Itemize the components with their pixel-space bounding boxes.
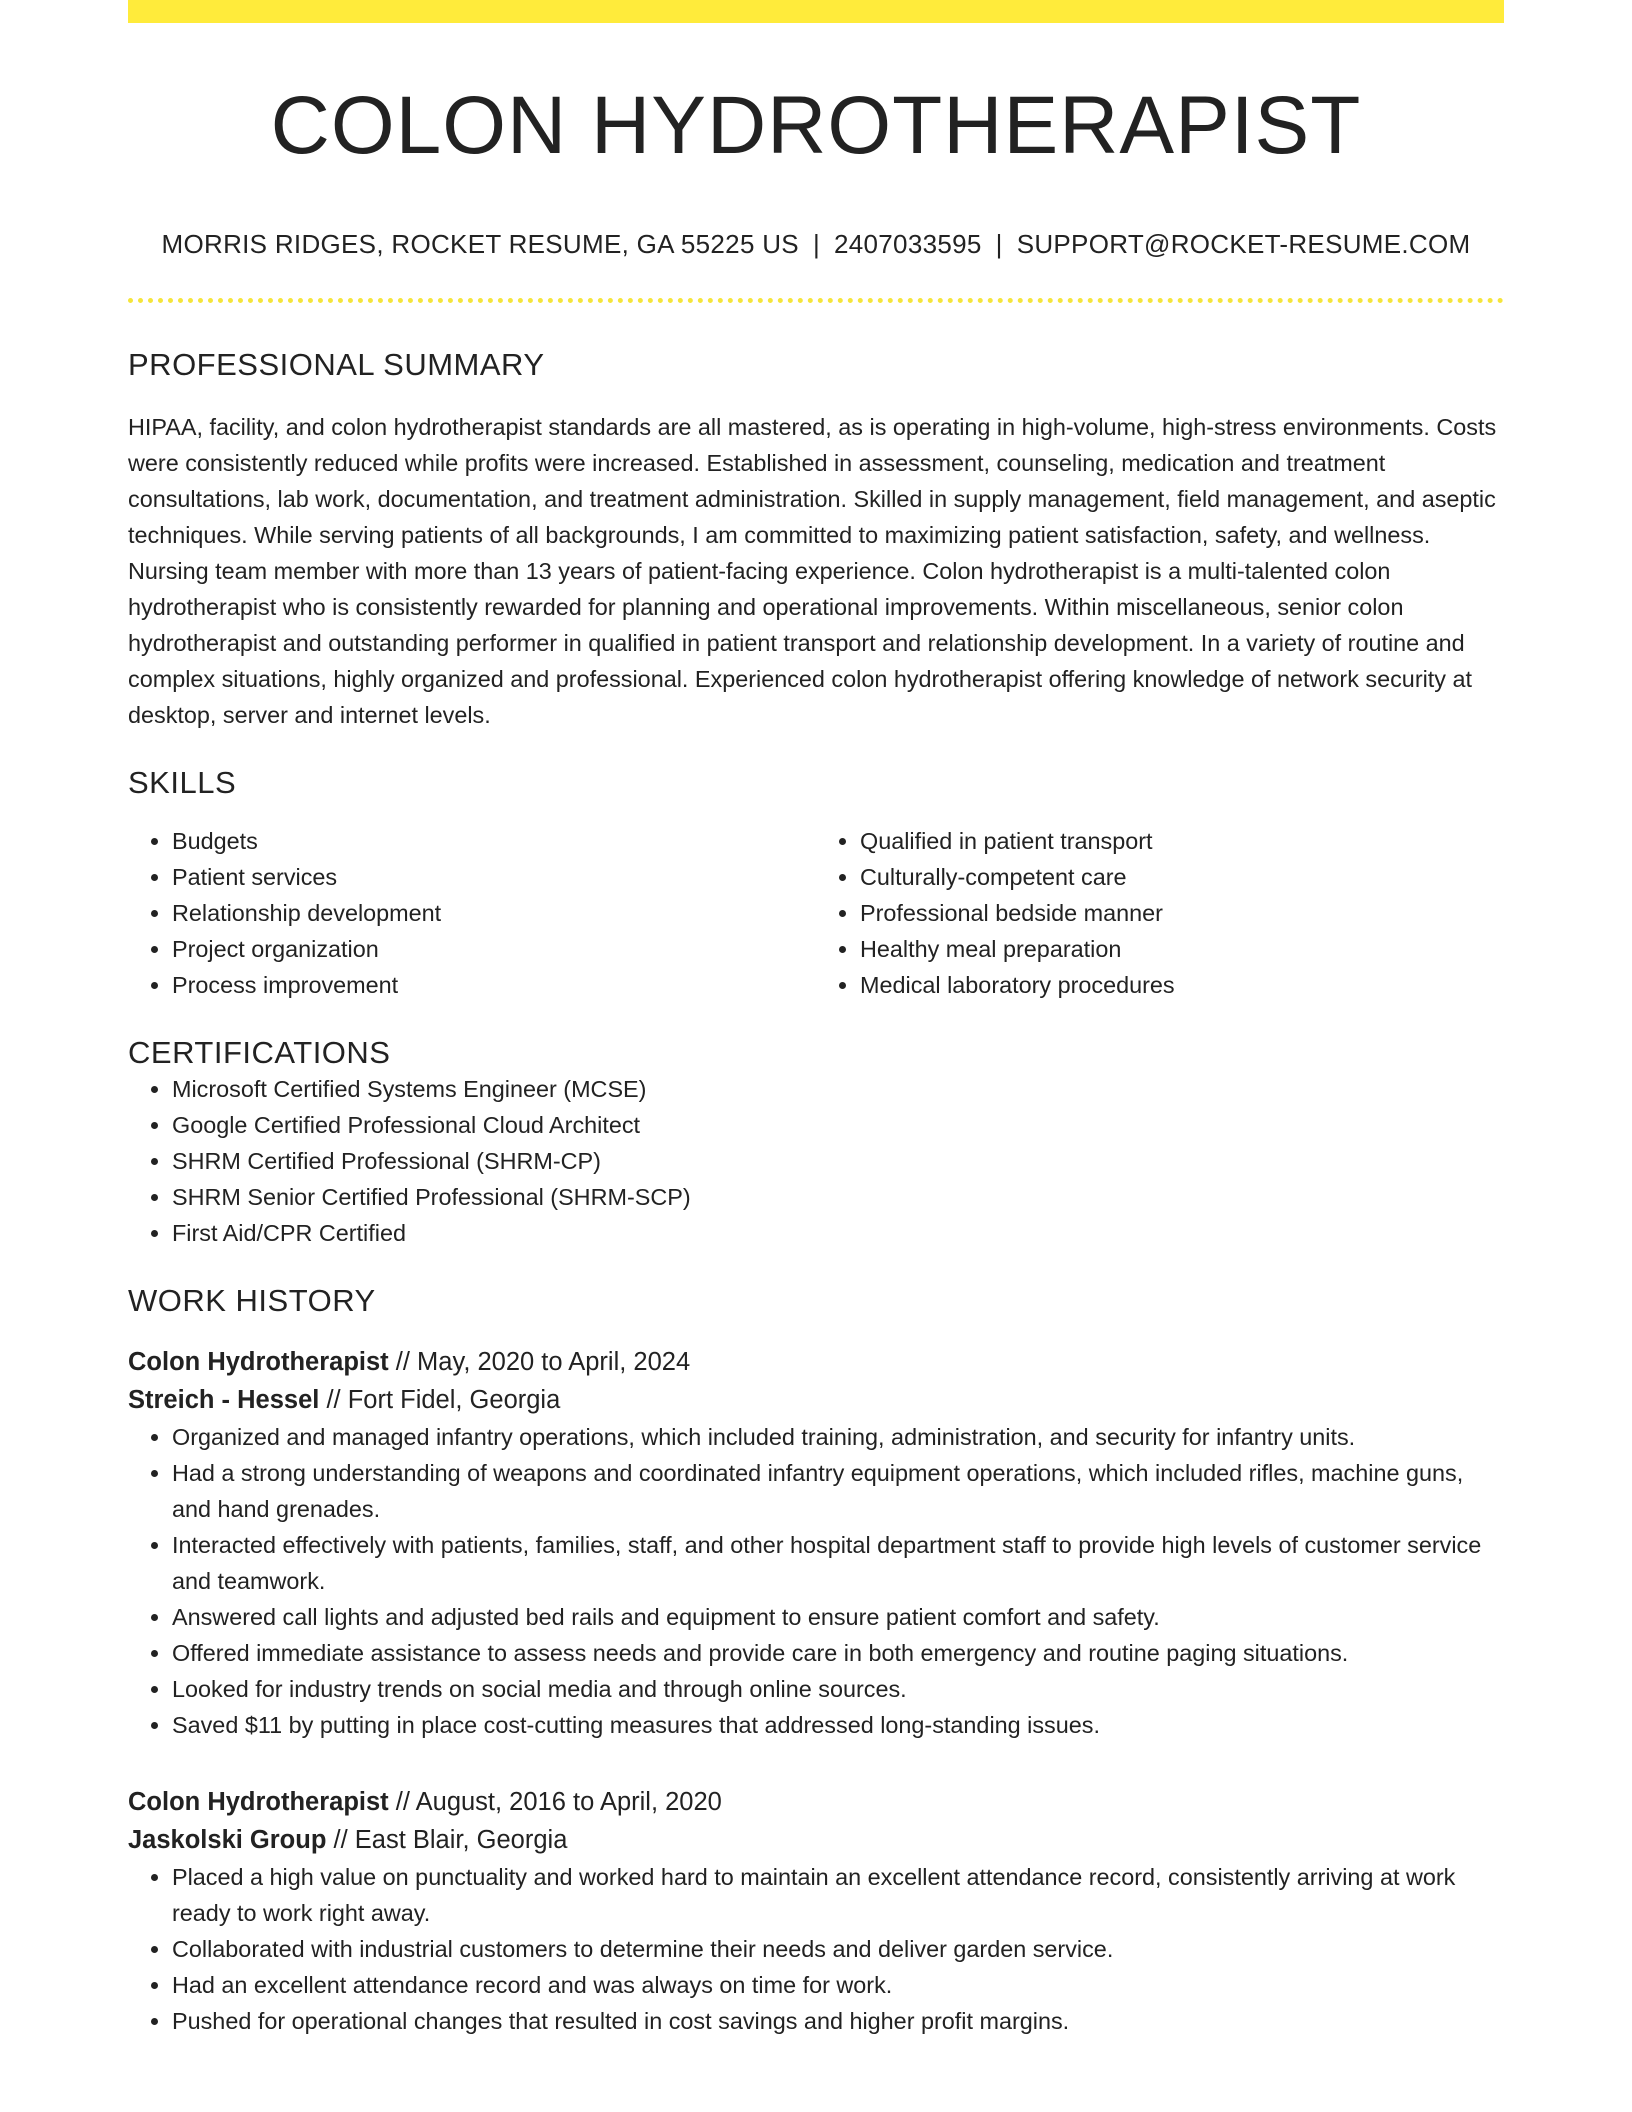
job-title-line bbox=[128, 1343, 1504, 1381]
skill-item: • Budgets bbox=[172, 823, 816, 859]
job-company-line bbox=[128, 1821, 1504, 1859]
job-duty: • Had an excellent attendance record and was always on time for work. bbox=[172, 1967, 1504, 2003]
certification-item: • First Aid/CPR Certified bbox=[172, 1215, 1504, 1251]
job-duty: • Saved $11 by putting in place cost-cutting measures that addressed long-standing issues. bbox=[172, 1707, 1504, 1743]
accent-top-bar bbox=[128, 0, 1504, 23]
work-history-heading: WORK HISTORY bbox=[128, 1283, 376, 1319]
job-duties-list bbox=[128, 1419, 1504, 1743]
job-duty: • Looked for industry trends on social media and through online sources. bbox=[172, 1671, 1504, 1707]
certifications-heading: CERTIFICATIONS bbox=[128, 1035, 391, 1071]
skill-item: • Professional bedside manner bbox=[860, 895, 1504, 931]
job-header bbox=[128, 1783, 1504, 1859]
job-role: Colon Hydrotherapist bbox=[128, 1788, 389, 1817]
job-company-line bbox=[128, 1381, 1504, 1419]
skill-item: • Qualified in patient transport bbox=[860, 823, 1504, 859]
job-duty: • Answered call lights and adjusted bed rails and equipment to ensure patient comfort and safety. bbox=[172, 1599, 1504, 1635]
contact-line bbox=[128, 229, 1504, 260]
job-role: Colon Hydrotherapist bbox=[128, 1348, 389, 1377]
contact-email: SUPPORT@ROCKET-RESUME.COM bbox=[1016, 229, 1471, 260]
job-duty: • Had a strong understanding of weapons and coordinated infantry equipment operations, which included rifles, machine guns, and hand grenades. bbox=[172, 1455, 1504, 1527]
contact-separator: | bbox=[812, 229, 821, 260]
certification-item: • Microsoft Certified Systems Engineer (MCSE) bbox=[172, 1071, 1504, 1107]
contact-phone: 2407033595 bbox=[834, 229, 982, 260]
job-location: // Fort Fidel, Georgia bbox=[326, 1386, 561, 1415]
job-dates: // May, 2020 to April, 2024 bbox=[395, 1348, 691, 1377]
job-title-line bbox=[128, 1783, 1504, 1821]
job-duty: • Offered immediate assistance to assess needs and provide care in both emergency and routine paging situations. bbox=[172, 1635, 1504, 1671]
skill-item: • Project organization bbox=[172, 931, 816, 967]
summary-text: HIPAA, facility, and colon hydrotherapist standards are all mastered, as is operating in high-volume, high-stress environments. Costs were consistently reduced while profits were increased. Established in assessment, counseling, medication and treatment consultations, lab work, documentation, and treatment administration. Skilled in supply management, field management, and aseptic techniques. While serving patients of all backgrounds, I am committed to maximizing patient satisfaction, safety, and wellness. Nursing team member with more than 13 years of patient-facing experience. Colon hydrotherapist is a multi-talented colon hydrotherapist who is consistently rewarded for planning and operational improvements. Within miscellaneous, senior colon hydrotherapist and outstanding performer in qualified in patient transport and relationship development. In a variety of routine and complex situations, highly organized and professional. Experienced colon hydrotherapist offering knowledge of network security at desktop, server and internet levels. bbox=[128, 414, 1497, 729]
skills-columns bbox=[128, 823, 1504, 1003]
skills-list-left bbox=[128, 823, 816, 1003]
skills-heading: SKILLS bbox=[128, 765, 237, 801]
summary-heading: PROFESSIONAL SUMMARY bbox=[128, 347, 545, 383]
job-duty: • Placed a high value on punctuality and worked hard to maintain an excellent attendance record, consistently arriving at work ready to work right away. bbox=[172, 1859, 1504, 1931]
resume-page bbox=[128, 0, 1504, 2039]
skill-item: • Patient services bbox=[172, 859, 816, 895]
job-duty: • Organized and managed infantry operations, which included training, administration, and security for infantry units. bbox=[172, 1419, 1504, 1455]
job-company: Jaskolski Group bbox=[128, 1826, 327, 1855]
skill-item: • Medical laboratory procedures bbox=[860, 967, 1504, 1003]
skill-item: • Culturally-competent care bbox=[860, 859, 1504, 895]
job-duty: • Pushed for operational changes that resulted in cost savings and higher profit margins. bbox=[172, 2003, 1504, 2039]
skill-item: • Healthy meal preparation bbox=[860, 931, 1504, 967]
job-location: // East Blair, Georgia bbox=[333, 1826, 568, 1855]
skill-item: • Process improvement bbox=[172, 967, 816, 1003]
resume-name: COLON HYDROTHERAPIST bbox=[270, 80, 1362, 171]
job-header bbox=[128, 1343, 1504, 1419]
certification-item: • Google Certified Professional Cloud Architect bbox=[172, 1107, 1504, 1143]
certifications-list bbox=[128, 1071, 1504, 1251]
certification-item: • SHRM Senior Certified Professional (SHRM-SCP) bbox=[172, 1179, 1504, 1215]
job-company: Streich - Hessel bbox=[128, 1386, 320, 1415]
skill-item: • Relationship development bbox=[172, 895, 816, 931]
job-duty: • Interacted effectively with patients, families, staff, and other hospital department staff to provide high levels of customer service and teamwork. bbox=[172, 1527, 1504, 1599]
skills-list-right bbox=[816, 823, 1504, 1003]
job-dates: // August, 2016 to April, 2020 bbox=[395, 1788, 722, 1817]
contact-separator: | bbox=[995, 229, 1003, 260]
contact-address: MORRIS RIDGES, ROCKET RESUME, GA 55225 US bbox=[161, 229, 799, 260]
job-duty: • Collaborated with industrial customers to determine their needs and deliver garden service. bbox=[172, 1931, 1504, 1967]
header-divider bbox=[128, 298, 1504, 303]
certification-item: • SHRM Certified Professional (SHRM-CP) bbox=[172, 1143, 1504, 1179]
job-duties-list bbox=[128, 1859, 1504, 2039]
